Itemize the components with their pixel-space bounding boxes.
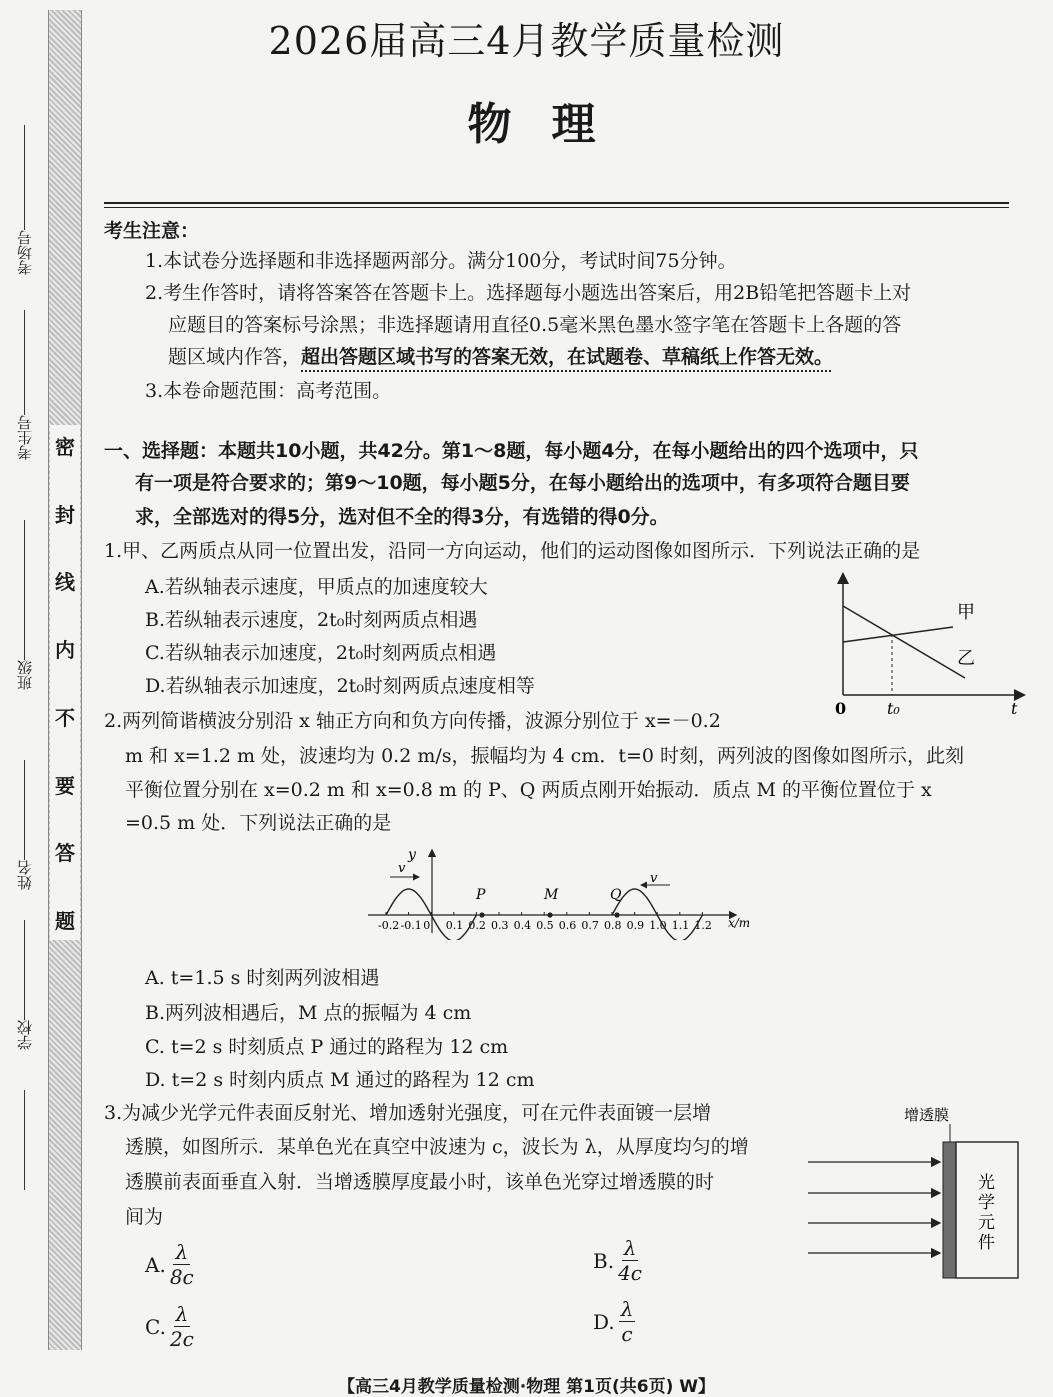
q3-stem: 透膜前表面垂直入射．当增透膜厚度最小时，该单色光穿过增透膜的时 <box>125 1171 715 1193</box>
q2-stem: 平衡位置分别在 x=0.2 m 和 x=0.8 m 的 P、Q 两质点刚开始振动．质点 M 的平衡位置位于 x <box>125 779 932 801</box>
q2-tick-label: 1.1 <box>671 919 690 932</box>
q2-stem: =0.5 m 处．下列说法正确的是 <box>125 812 392 834</box>
q1-t: t <box>1011 699 1018 718</box>
divider <box>104 207 1009 208</box>
q2-axis-y-label: y <box>408 847 416 863</box>
q1-line-yi <box>843 606 965 678</box>
q3-stem: 透膜，如图所示．某单色光在真空中波速为 c，波长为 λ，从厚度均匀的增 <box>125 1136 749 1158</box>
q3-film <box>943 1142 956 1278</box>
q2-dot-M <box>547 912 552 917</box>
page-footer: 【高三4月教学质量检测·物理 第1页(共6页) W】 <box>337 1377 716 1397</box>
q2-point-Q: Q <box>610 887 622 903</box>
exam-title: 2026届高三4月教学质量检测 <box>268 19 785 63</box>
q1-label-jia: 甲 <box>957 602 975 623</box>
q2-tick-label: 0.3 <box>491 919 509 932</box>
seal-line-notice <box>50 425 80 940</box>
field-class[interactable]: 班级 <box>12 520 36 690</box>
section-instructions: 求，全部选对的得5分，选对但不全的得3分，有选错的得0分。 <box>135 506 669 528</box>
q1-stem: 1.甲、乙两质点从同一位置出发，沿同一方向运动，他们的运动图像如图所示．下列说法正确的是 <box>104 540 921 562</box>
field-candidate-no[interactable]: 考生号 <box>12 310 36 460</box>
q1-line-jia <box>843 627 953 642</box>
field-name[interactable]: 姓名 <box>12 760 36 890</box>
q2-tick-label: 0.6 <box>558 919 577 932</box>
q2-v-right: v <box>650 871 658 886</box>
q3-option-d[interactable]: D. λ c <box>593 1297 634 1346</box>
q2-tick-label: 0.5 <box>536 919 554 932</box>
q2-tick-label: 0.2 <box>468 919 486 932</box>
q2-tick-label: 0.8 <box>604 919 622 932</box>
seal-char: 不 <box>55 705 75 730</box>
q2-tick-label: 1.0 <box>649 919 667 932</box>
q2-tick-label: 1.2 <box>694 919 712 932</box>
q1-graph <box>825 570 1030 720</box>
seal-char: 答 <box>55 841 75 866</box>
notice-item: 题区域内作答，超出答题区域书写的答案无效，在试题卷、草稿纸上作答无效。 <box>168 346 834 368</box>
q2-tick-label: -0.2 <box>378 919 400 932</box>
section-instructions: 有一项是符合要求的；第9～10题，每小题5分，在每小题给出的选项中，有多项符合题目要 <box>135 472 910 494</box>
field-line <box>24 1090 25 1190</box>
q2-dot-P <box>479 912 484 917</box>
q2-point-P: P <box>476 887 486 903</box>
seal-char: 要 <box>55 773 75 798</box>
q2-stem: m 和 x=1.2 m 处，波速均为 0.2 m/s，振幅均为 4 cm．t=0 时刻，两列波的图像如图所示，此刻 <box>125 745 965 767</box>
q2-tick-label: 0.9 <box>626 919 645 932</box>
q3-stem: 3.为减少光学元件表面反射光、增加透射光强度，可在元件表面镀一层增 <box>104 1102 712 1124</box>
notice-item: 1.本试卷分选择题和非选择题两部分。满分100分，考试时间75分钟。 <box>145 250 737 272</box>
q1-option[interactable]: D.若纵轴表示加速度，2t₀时刻两质点速度相等 <box>145 675 535 697</box>
notice-heading: 考生注意： <box>104 220 200 242</box>
seal-char: 题 <box>55 908 75 933</box>
notice-emphasis: 超出答题区域书写的答案无效，在试题卷、草稿纸上作答无效。 <box>301 346 834 368</box>
notice-item: 3.本卷命题范围：高考范围。 <box>145 380 392 402</box>
q1-option[interactable]: B.若纵轴表示速度，2t₀时刻两质点相遇 <box>145 609 478 631</box>
q3-element-label: 光 学 元 件 <box>978 1173 995 1253</box>
field-school[interactable]: 学校 <box>12 920 36 1050</box>
seal-char: 内 <box>55 638 75 663</box>
q2-option[interactable]: C. t=2 s 时刻质点 P 通过的路程为 12 cm <box>145 1036 509 1058</box>
q3-option-b[interactable]: B. λ 4c <box>593 1236 642 1285</box>
q2-axis-x-label: x/m <box>728 916 751 930</box>
seal-char: 线 <box>55 570 75 595</box>
divider <box>104 202 1009 204</box>
seal-char: 封 <box>55 502 75 527</box>
q2-tick-label: -0.1 <box>400 919 422 932</box>
q2-option[interactable]: B.两列波相遇后，M 点的振幅为 4 cm <box>145 1002 472 1024</box>
q3-stem: 间为 <box>125 1206 164 1228</box>
q2-tick-label: 0 <box>423 919 431 932</box>
q1-label-yi: 乙 <box>957 648 975 669</box>
q2-tick-label: 0.7 <box>581 919 599 932</box>
q2-option[interactable]: D. t=2 s 时刻内质点 M 通过的路程为 12 cm <box>145 1069 535 1091</box>
q2-stem: 2.两列简谐横波分别沿 x 轴正方向和负方向传播，波源分别位于 x=－0.2 <box>104 710 721 732</box>
q2-tick-label: 0.1 <box>445 919 464 932</box>
q3-option-c[interactable]: C. λ 2c <box>145 1302 194 1351</box>
q2-option[interactable]: A. t=1.5 s 时刻两列波相遇 <box>145 967 380 989</box>
q2-point-M: M <box>544 887 559 903</box>
section-instructions: 一、选择题：本题共10小题，共42分。第1～8题，每小题4分，在每小题给出的四个选项中，只 <box>104 440 919 462</box>
subject-title: 物理 <box>467 99 636 150</box>
q2-dot-Q <box>614 912 619 917</box>
q1-option[interactable]: A.若纵轴表示速度，甲质点的加速度较大 <box>145 576 488 598</box>
q1-origin: 0 <box>835 699 847 718</box>
notice-item: 2.考生作答时，请将答案答在答题卡上。选择题每小题选出答案后，用2B铅笔把答题卡上对 <box>145 282 912 304</box>
q3-figure <box>800 1100 1035 1290</box>
q1-option[interactable]: C.若纵轴表示加速度，2t₀时刻两质点相遇 <box>145 642 497 664</box>
field-exam-room[interactable]: 考场号 <box>12 125 36 275</box>
q2-wave-graph <box>360 845 760 940</box>
seal-char: 密 <box>55 435 75 459</box>
q3-film-label: 增透膜 <box>904 1106 950 1124</box>
q1-t0: t₀ <box>887 699 900 718</box>
q2-v-left: v <box>398 861 406 876</box>
q3-option-a[interactable]: A. λ 8c <box>145 1240 194 1289</box>
q2-tick-label: 0.4 <box>513 919 532 932</box>
notice-item: 应题目的答案标号涂黑；非选择题请用直径0.5毫米黑色墨水签字笔在答题卡上各题的答 <box>168 314 902 336</box>
